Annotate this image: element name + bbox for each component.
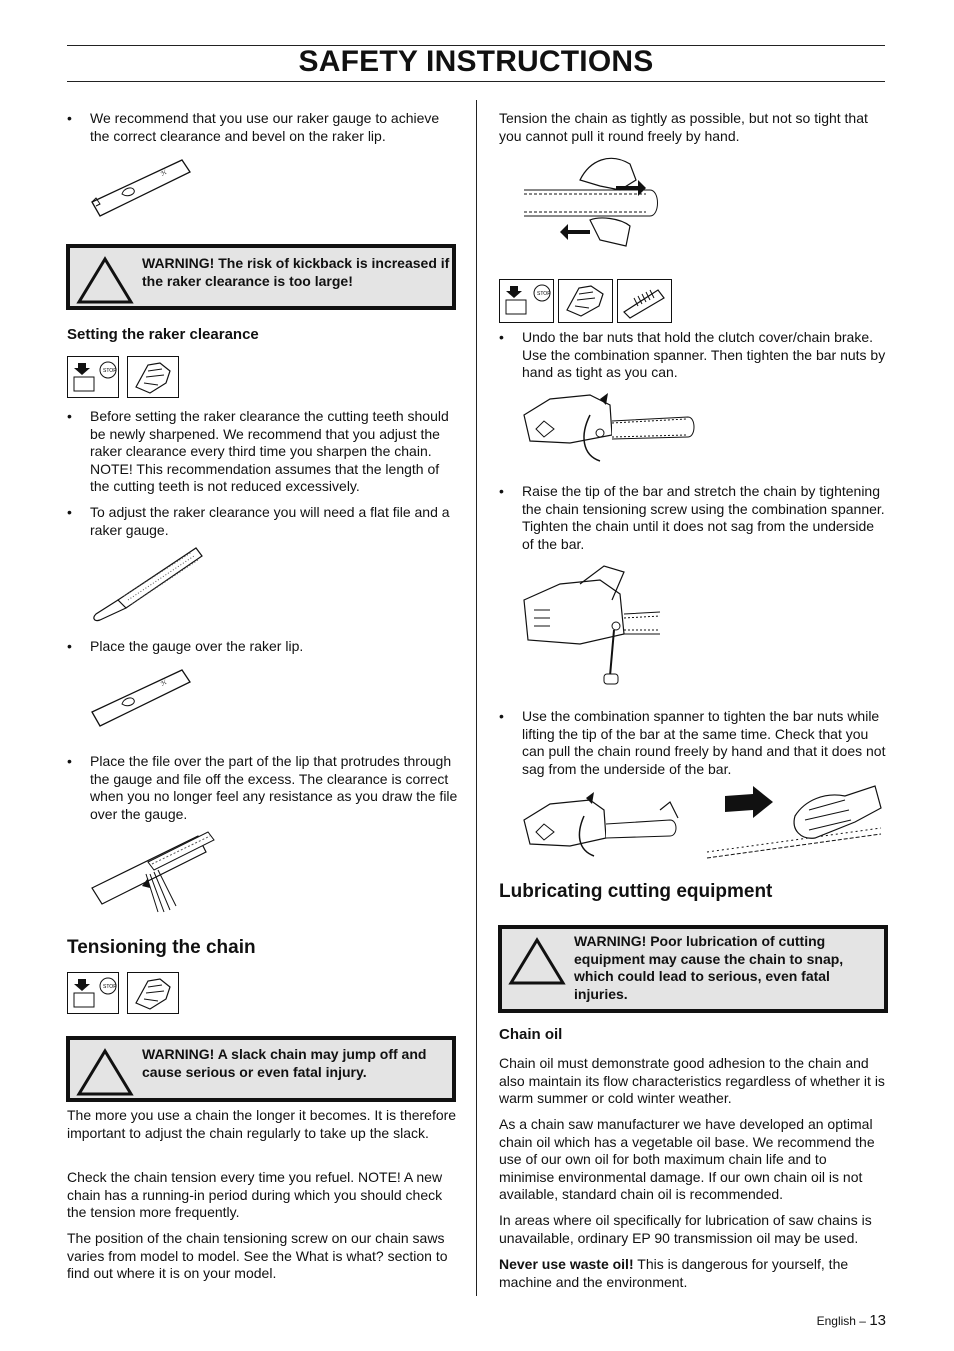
pull-chain-by-hand-illustration [705,782,885,864]
bullet-dot: • [499,708,504,724]
bullet-flat-file: • To adjust the raker clearance you will need a flat file and a raker gauge. [67,504,450,538]
never-waste-oil-bold: Never use waste oil! [499,1256,634,1272]
heading-chain-oil: Chain oil [499,1026,563,1043]
warning-lubrication-text: WARNING! Poor lubrication of cutting equipment may cause the chain to snap, which could lead to serious, even fatal injuries. [574,933,844,1002]
bullet-undo-bar-nuts: • Undo the bar nuts that hold the clutch cover/chain brake. Use the combination spanner. Then tighten the bar nuts by hand as tight as you can. [499,329,886,380]
bullet-raise-tip: • Raise the tip of the bar and stretch the chain by tightening the chain tensioning screw using the combination spanner. Tighten the chain until it does not sag from the underside of the bar. [499,483,885,552]
para-oil-manufacturer: As a chain saw manufacturer we have developed an optimal chain oil which has a vegetable oil base. We recommend the use of our own oil for both maximum chain life and to minimise environmental damage. If our own chain oil is not available, standard chain oil is recommended. [499,1116,875,1202]
warning-lubrication-box [498,925,888,1013]
svg-text:STOP: STOP [537,291,551,297]
para-oil-areas: In areas where oil specifically for lubrication of saw chains is unavailable, ordinary EP 90 transmission oil may be used. [499,1212,872,1246]
bullet-before-setting: • Before setting the raker clearance the cutting teeth should be newly sharpened. We recommend that you adjust the raker clearance every third time you sharpen the chain. NOTE! This recommendation assumes that the length of the cutting teeth is not reduced excessively. [67,408,449,494]
tighten-bar-nuts-illustration [520,790,685,860]
heading-lubricating: Lubricating cutting equipment [499,881,773,902]
footer-dash: – [855,1314,870,1328]
page-title: SAFETY INSTRUCTIONS [298,45,654,78]
gauge-over-raker-illustration [88,660,198,735]
page-number: 13 [869,1312,886,1329]
stop-engine-icon [67,356,119,398]
warning-triangle-icon [76,256,134,306]
svg-text:STOP: STOP [103,984,117,990]
warning-kickback-box [66,244,456,310]
bullet-dot: • [499,483,504,499]
bullet-dot: • [67,408,72,424]
para-oil-adhesion: Chain oil must demonstrate good adhesion to the chain and also maintain its flow characteristics regardless of whether it is warm summer or cold winter weather. [499,1055,885,1106]
bullet-dot: • [67,753,72,769]
bullet-place-file: • Place the file over the part of the lip that protrudes through the gauge and file off the excess. The clearance is correct when you no longer feel any resistance as you draw the file over the gauge. [67,753,458,822]
svg-text:STOP: STOP [103,368,117,374]
stop-engine-icon-2 [67,972,119,1014]
para-screw-position: The position of the chain tensioning screw on our chain saws varies from model to model. See the What is what? section to find out where it is on your model. [67,1230,448,1281]
para-chain-longer: The more you use a chain the longer it becomes. It is therefore important to adjust the chain regularly to take up the slack. [67,1107,457,1141]
protective-glove-icon-3 [558,279,613,323]
heading-tensioning-chain: Tensioning the chain [67,937,256,958]
file-over-gauge-illustration [88,826,228,918]
warning-kickback-text: WARNING! The risk of kickback is increased if the raker clearance is too large! [142,255,450,289]
para-tension-tightly: Tension the chain as tightly as possible, but not so tight that you cannot pull it round freely by hand. [499,110,868,144]
para-never-waste-oil [499,1256,885,1291]
heading-setting-raker: Setting the raker clearance [67,326,259,343]
bullet-dot: • [67,638,72,654]
bullet-dot: • [67,504,72,520]
raker-gauge-illustration [88,150,198,225]
para-check-tension: Check the chain tension every time you refuel. NOTE! A new chain has a running-in period during which you should check the tension more frequently. [67,1169,443,1220]
bullet-dot: • [499,329,504,345]
cleaning-brush-icon [617,279,672,323]
warning-slack-text: WARNING! A slack chain may jump off and cause serious or even fatal injury. [142,1046,427,1080]
page-footer [817,1312,886,1331]
svg-text:ℋ: ℋ [160,679,169,688]
header-bottom-rule [67,81,885,82]
undo-bar-nuts-illustration [520,385,700,467]
protective-glove-icon [127,356,179,398]
never-waste-oil-rest: This is dangerous for yourself, the machine and the environment. [499,1256,849,1290]
bullet-use-spanner: • Use the combination spanner to tighten the bar nuts while lifting the tip of the bar at the same time. Check that you can pull the chain round freely by hand and that it does not sag from the underside of the bar. [499,708,886,777]
footer-language: English [816,1314,856,1328]
warning-triangle-icon [508,937,566,987]
warning-slack-box [66,1036,456,1102]
warning-triangle-icon [76,1048,134,1098]
flat-file-illustration [88,544,208,624]
hand-pulling-chain-illustration [520,150,670,250]
column-divider [476,100,477,1296]
bullet-dot: • [67,110,72,126]
raise-tip-tension-illustration [520,560,665,692]
svg-text:ℋ: ℋ [160,169,169,178]
stop-engine-icon-3 [499,279,554,323]
bullet-raker-gauge: • We recommend that you use our raker gauge to achieve the correct clearance and bevel on the raker lip. [67,110,440,144]
bullet-place-gauge: • Place the gauge over the raker lip. [67,638,304,654]
protective-glove-icon-2 [127,972,179,1014]
